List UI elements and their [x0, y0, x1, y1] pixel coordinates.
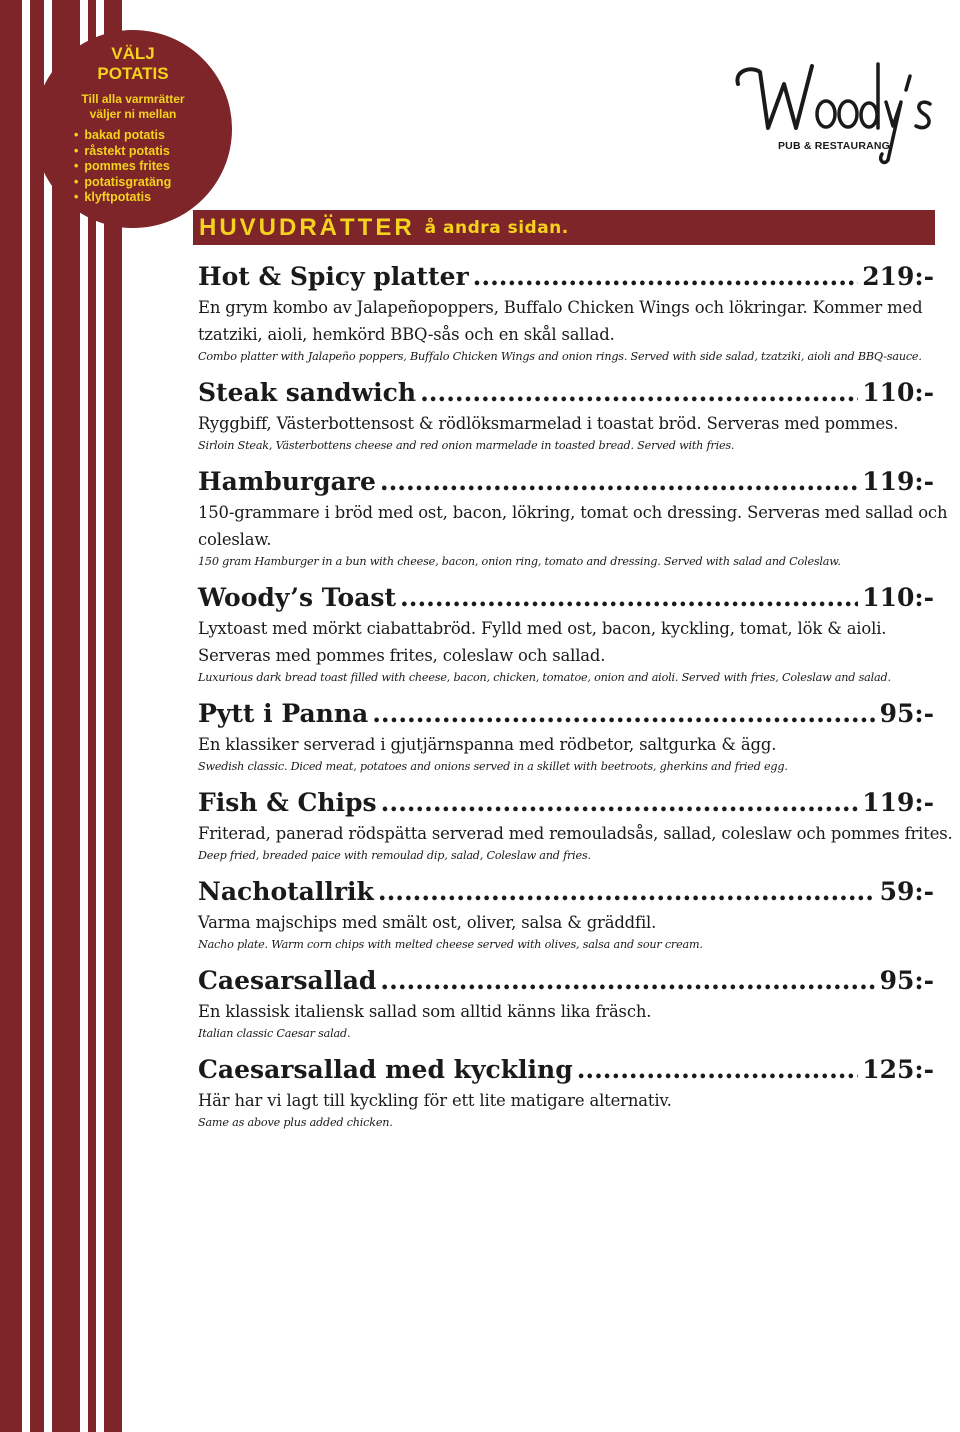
- dot-leader: [381, 786, 859, 820]
- menu-item: [198, 376, 958, 455]
- potato-option: • klyftpotatis: [74, 190, 171, 206]
- dot-leader: [400, 581, 858, 615]
- dot-leader: [378, 875, 876, 909]
- logo-tagline: PUB & RESTAURANG: [777, 140, 891, 152]
- dish-description-sv: 150-grammare i bröd med ost, bacon, lökring, tomat och dressing. Serveras med sallad och coleslaw.: [198, 503, 948, 549]
- dish-price: 59:-: [879, 877, 934, 906]
- potato-intro-line: väljer ni mellan: [89, 107, 177, 121]
- potato-intro-line: Till alla varmrätter: [81, 92, 185, 106]
- potato-choice-badge: [34, 30, 232, 228]
- dish-price: 110:-: [862, 583, 934, 612]
- dish-price: 95:-: [879, 699, 934, 728]
- dot-leader: [372, 697, 875, 731]
- dish-price: 125:-: [862, 1055, 934, 1084]
- dish-name: Caesarsallad med kyckling: [198, 1055, 573, 1084]
- dish-name: Woody’s Toast: [198, 583, 397, 612]
- dish-description-en: Same as above plus added chicken.: [198, 1116, 393, 1129]
- dish-description-sv: En grym kombo av Jalapeñopoppers, Buffalo Chicken Wings och lökringar. Kommer med tzatziki, aioli, hemkörd BBQ-sås och en skål sallad.: [198, 298, 923, 344]
- menu-item: [198, 581, 958, 687]
- potato-title-line: POTATIS: [97, 64, 169, 83]
- menu-item: [198, 1053, 958, 1132]
- dot-leader: [380, 465, 858, 499]
- menu-item: [198, 697, 958, 776]
- potato-option: • potatisgratäng: [74, 175, 171, 191]
- dish-name: Hamburgare: [198, 467, 376, 496]
- dish-price: 110:-: [862, 378, 934, 407]
- dish-price: 119:-: [862, 467, 934, 496]
- menu-item-header: [198, 260, 934, 294]
- menu-item: [198, 786, 958, 865]
- dish-name: Steak sandwich: [198, 378, 417, 407]
- dish-description-sv: Ryggbiff, Västerbottensost & rödlöksmarmelad i toastat bröd. Serveras med pommes.: [198, 414, 899, 433]
- potato-option: • bakad potatis: [74, 128, 171, 144]
- potato-options-list: [74, 128, 171, 206]
- menu-item: [198, 964, 958, 1043]
- menu-item-header: [198, 875, 934, 909]
- dish-description-sv: Lyxtoast med mörkt ciabattabröd. Fylld med ost, bacon, kyckling, tomat, lök & aioli. Serveras med pommes frites, coleslaw och sallad.: [198, 619, 887, 665]
- menu-item-header: [198, 465, 934, 499]
- dot-leader: [577, 1053, 859, 1087]
- dish-price: 219:-: [862, 262, 934, 291]
- menu-item: [198, 260, 958, 366]
- dish-description-sv: En klassisk italiensk sallad som alltid känns lika fräsch.: [198, 1002, 652, 1021]
- dish-name: Pytt i Panna: [198, 699, 369, 728]
- decorative-stripe: [30, 0, 44, 1432]
- menu-item-header: [198, 786, 934, 820]
- dish-description-en: 150 gram Hamburger in a bun with cheese, bacon, onion ring, tomato and dressing. Served with salad and Coleslaw.: [198, 555, 841, 568]
- section-subtitle: å andra sidan.: [424, 217, 569, 238]
- potato-option: • pommes frites: [74, 159, 171, 175]
- dish-description-sv: Friterad, panerad rödspätta serverad med remouladsås, sallad, coleslaw och pommes frites.: [198, 824, 953, 843]
- dish-price: 95:-: [879, 966, 934, 995]
- potato-option: • råstekt potatis: [74, 144, 171, 160]
- dish-description-sv: Här har vi lagt till kyckling för ett lite matigare alternativ.: [198, 1091, 672, 1110]
- menu-item-header: [198, 376, 934, 410]
- dish-price: 119:-: [862, 788, 934, 817]
- dish-name: Hot & Spicy platter: [198, 262, 469, 291]
- decorative-stripe: [0, 0, 22, 1432]
- section-title: HUVUDRÄTTER: [199, 213, 415, 241]
- menu-item-header: [198, 964, 934, 998]
- section-header: [193, 210, 935, 245]
- potato-title-line: VÄLJ: [111, 44, 155, 63]
- woodys-logo: [730, 56, 940, 168]
- dish-description-en: Swedish classic. Diced meat, potatoes and onions served in a skillet with beetroots, gherkins and fried egg.: [198, 760, 788, 773]
- dish-description-en: Sirloin Steak, Västerbottens cheese and red onion marmelade in toasted bread. Served with fries.: [198, 439, 735, 452]
- dish-description-sv: En klassiker serverad i gjutjärnspanna med rödbetor, saltgurka & ägg.: [198, 735, 777, 754]
- dish-name: Fish & Chips: [198, 788, 377, 817]
- dish-name: Nachotallrik: [198, 877, 374, 906]
- dish-description-en: Deep fried, breaded paice with remoulad dip, salad, Coleslaw and fries.: [198, 849, 591, 862]
- menu-list: [198, 260, 958, 1142]
- menu-item-header: [198, 1053, 934, 1087]
- menu-item: [198, 465, 958, 571]
- dish-description-en: Nacho plate. Warm corn chips with melted cheese served with olives, salsa and sour cream.: [198, 938, 703, 951]
- dish-description-en: Italian classic Caesar salad.: [198, 1027, 351, 1040]
- dot-leader: [473, 260, 859, 294]
- dot-leader: [420, 376, 858, 410]
- potato-badge-title: [82, 44, 184, 84]
- potato-badge-intro: [70, 92, 196, 122]
- dish-name: Caesarsallad: [198, 966, 377, 995]
- dish-description-sv: Varma majschips med smält ost, oliver, salsa & gräddfil.: [198, 913, 657, 932]
- dish-description-en: Luxurious dark bread toast filled with cheese, bacon, chicken, tomatoe, onion and aioli. Served with fries, Coleslaw and salad.: [198, 671, 891, 684]
- dish-description-en: Combo platter with Jalapeño poppers, Buffalo Chicken Wings and onion rings. Served with side salad, tzatziki, aioli and BBQ-sauce.: [198, 350, 922, 363]
- menu-item: [198, 875, 958, 954]
- menu-item-header: [198, 697, 934, 731]
- dot-leader: [380, 964, 875, 998]
- decorative-stripe: [52, 0, 80, 1432]
- menu-item-header: [198, 581, 934, 615]
